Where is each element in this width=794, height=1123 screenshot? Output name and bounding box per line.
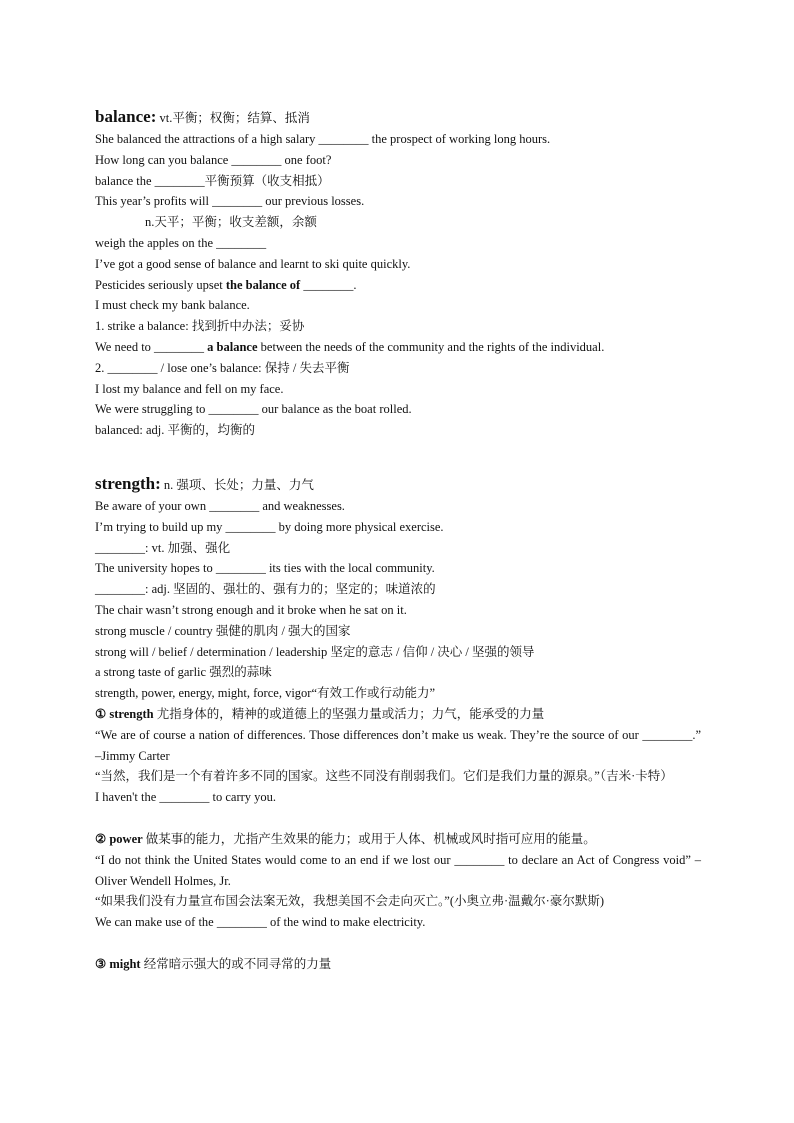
text-line: Be aware of your own ________ and weaknesses. — [95, 498, 345, 513]
bold-term: might — [109, 956, 141, 971]
synonym-power — [95, 829, 701, 850]
headword-strength: strength: — [95, 473, 161, 493]
text-line: I must check my bank balance. — [95, 298, 250, 313]
text-line: I haven't the ________ to carry you. — [95, 790, 277, 805]
balance-heading — [95, 106, 701, 129]
quote-carter: “We are of course a nation of differences. Those differences don’t make us weak. They’re the source of our ________.” –Jimmy Carter — [95, 727, 701, 763]
text-line: weigh the apples on the ________ — [95, 235, 267, 250]
text-fragment: Pesticides seriously upset — [95, 277, 226, 292]
text-line: This year’s profits will ________ our previous losses. — [95, 194, 365, 209]
quote-translation: “如果我们没有力量宣布国会法案无效，我想美国不会走向灭亡。”(小奥立弗·温戴尔·豪尔默斯) — [95, 894, 604, 909]
headword-balance: balance: — [95, 107, 157, 126]
quote-holmes: “I do not think the United States would come to an end if we lost our ________ to declare an Act of Congress void” –Oliver Wendell Holmes, Jr. — [95, 852, 701, 888]
text-line: I’m trying to build up my ________ by doing more physical exercise. — [95, 519, 444, 534]
phrase-strike-balance: 1. strike a balance: 找到折中办法；妥协 — [95, 319, 305, 334]
text-line: strength, power, energy, might, force, vigor“有效工作或行动能力” — [95, 686, 436, 701]
strength-heading — [95, 473, 701, 496]
text-line: She balanced the attractions of a high salary ________ the prospect of working long hours. — [95, 132, 551, 146]
phrase-keep-balance: 2. ________ / lose one’s balance: 保持 / 失去平衡 — [95, 360, 350, 375]
text-line: strong muscle / country 强健的肌肉 / 强大的国家 — [95, 623, 351, 638]
section-spacer — [95, 441, 701, 473]
definition: 经常暗示强大的或不同寻常的力量 — [140, 956, 332, 971]
text-line: We can make use of the ________ of the wind to make electricity. — [95, 915, 426, 930]
bold-term: strength — [109, 706, 154, 721]
text-line: We were struggling to ________ our balance as the boat rolled. — [95, 402, 412, 417]
text-line: balance the ________平衡预算（收支相抵） — [95, 173, 330, 188]
text-line: balanced: adj. 平衡的，均衡的 — [95, 423, 256, 438]
text-line — [95, 337, 701, 358]
text-fragment: between the needs of the community and the rights of the individual. — [257, 339, 605, 354]
section-spacer — [95, 808, 701, 829]
document-page — [95, 106, 701, 975]
text-line: ________: vt. 加强、强化 — [95, 540, 231, 555]
text-line: strong will / belief / determination / leadership 坚定的意志 / 信仰 / 决心 / 坚强的领导 — [95, 644, 535, 659]
synonym-might — [95, 954, 701, 975]
quote-translation: “当然，我们是一个有着许多不同的国家。这些不同没有削弱我们。它们是我们力量的源泉。”（吉米·卡特） — [95, 769, 673, 784]
balance-pos: vt.平衡；权衡；结算、抵消 — [156, 111, 310, 125]
circled-number: ③ — [95, 956, 107, 971]
circled-number: ② — [95, 831, 107, 846]
text-line: I’ve got a good sense of balance and learnt to ski quite quickly. — [95, 256, 411, 271]
text-line: How long can you balance ________ one foot? — [95, 152, 332, 167]
text-fragment: We need to ________ — [95, 339, 208, 354]
bold-phrase: a balance — [207, 339, 258, 354]
synonym-strength — [95, 704, 701, 725]
bold-phrase: the balance of — [225, 277, 301, 292]
definition: 做某事的能力，尤指产生效果的能力；或用于人体、机械或风时指可应用的能量。 — [142, 831, 596, 846]
definition: 尤指身体的，精神的或道德上的坚强力量或活力；力气，能承受的力量 — [153, 706, 545, 721]
text-line: The university hopes to ________ its ties with the local community. — [95, 561, 435, 576]
text-line: ________: adj. 坚固的、强壮的、强有力的；坚定的；味道浓的 — [95, 582, 436, 597]
text-fragment: ________. — [300, 277, 357, 292]
text-line — [95, 275, 701, 296]
strength-pos: n. 强项、长处；力量、力气 — [160, 477, 314, 492]
circled-number: ① — [95, 706, 107, 721]
text-line: a strong taste of garlic 强烈的蒜味 — [95, 665, 272, 680]
noun-sense: n.天平；平衡；收支差额，余额 — [145, 215, 317, 230]
bold-term: power — [109, 831, 143, 846]
section-spacer — [95, 933, 701, 954]
text-line: I lost my balance and fell on my face. — [95, 381, 284, 396]
text-line: The chair wasn’t strong enough and it broke when he sat on it. — [95, 602, 407, 617]
